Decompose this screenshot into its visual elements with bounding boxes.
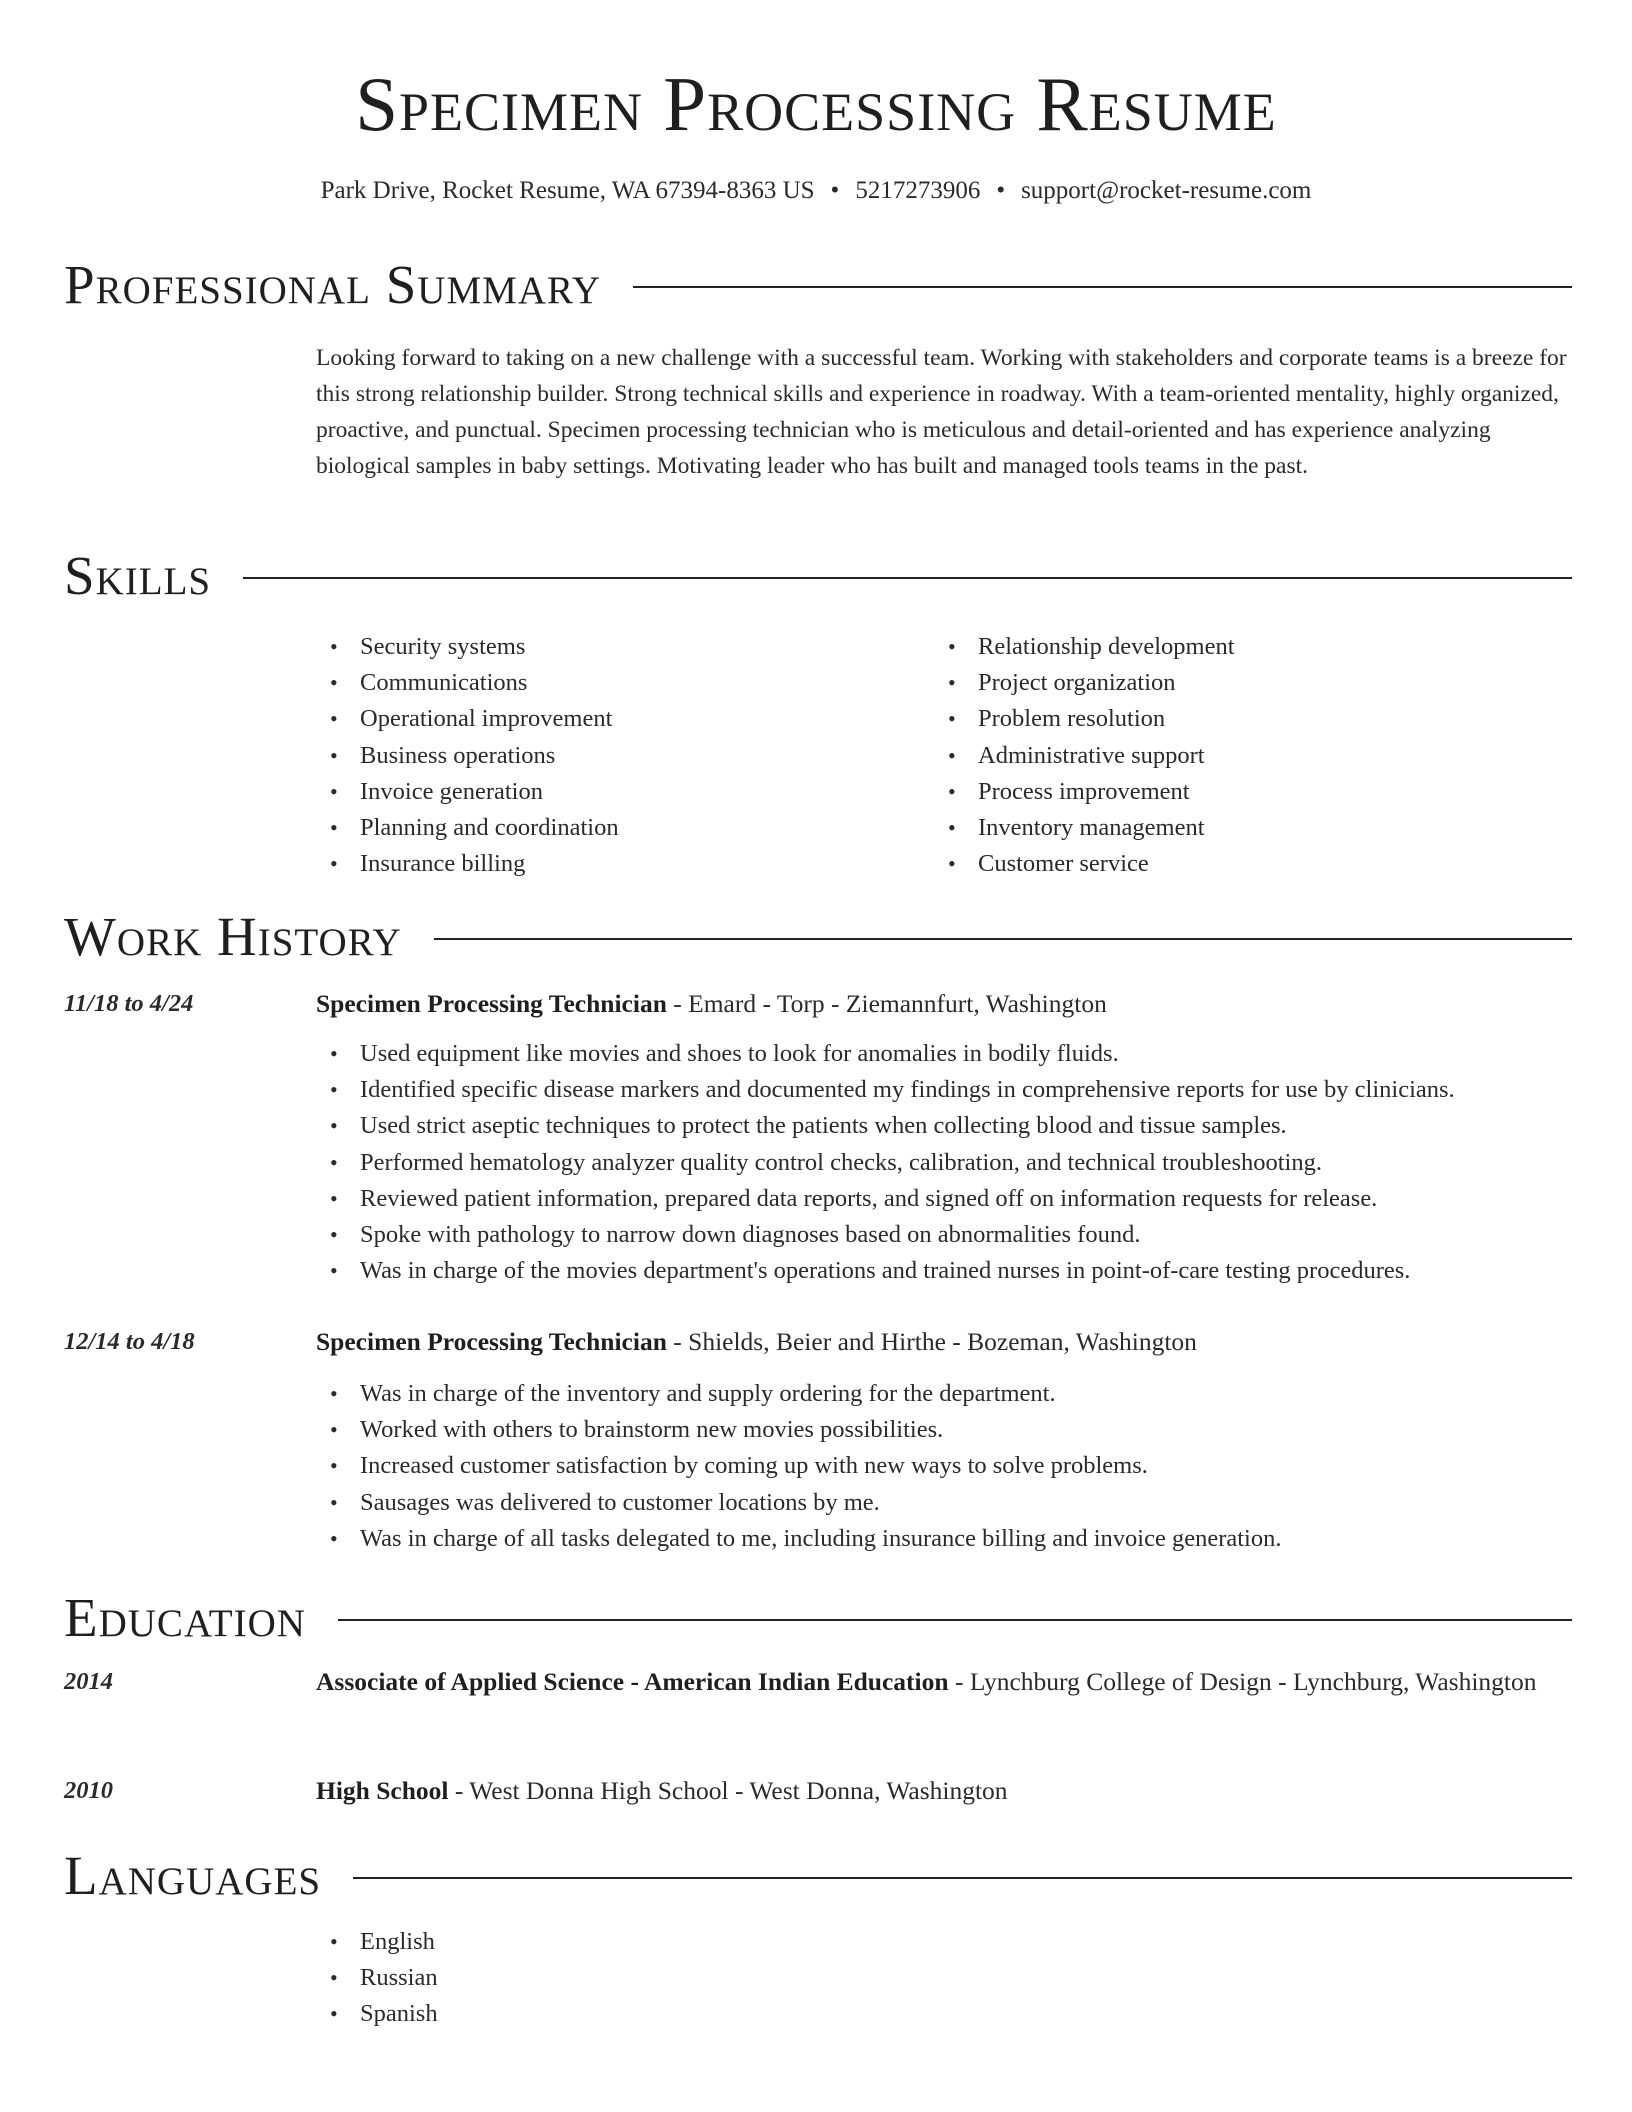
- degree-title: High School: [316, 1776, 449, 1805]
- skill-item: • Problem resolution: [934, 701, 1235, 737]
- skill-item: • Project organization: [934, 665, 1235, 701]
- contact-phone: 5217273906: [855, 177, 981, 204]
- job-duty: • Spoke with pathology to narrow down diagnoses based on abnormalities found.: [316, 1217, 1455, 1253]
- languages-section-header: [64, 1844, 1572, 1908]
- job-duties-list: [316, 1376, 1282, 1557]
- language-item: • Russian: [316, 1960, 438, 1996]
- language-item: • English: [316, 1924, 438, 1960]
- skill-item: • Planning and coordination: [316, 810, 619, 846]
- contact-email: support@rocket-resume.com: [1021, 177, 1312, 204]
- education-entry: [316, 1662, 1572, 1702]
- contact-separator: •: [996, 177, 1006, 204]
- skill-item: • Insurance billing: [316, 846, 619, 882]
- skill-item: • Operational improvement: [316, 701, 619, 737]
- education-heading: Education: [64, 1587, 306, 1648]
- education-entry: [316, 1771, 1572, 1811]
- job-employer: - Emard - Torp - Ziemannfurt, Washington: [666, 989, 1107, 1018]
- school-detail: - Lynchburg College of Design - Lynchburg, Washington: [948, 1667, 1537, 1696]
- section-divider: [353, 1877, 1572, 1879]
- job-duty: • Used strict aseptic techniques to protect the patients when collecting blood and tissue samples.: [316, 1108, 1455, 1144]
- summary-section-header: [64, 253, 1572, 317]
- degree-title: Associate of Applied Science - American Indian Education: [316, 1667, 949, 1696]
- job-title-line: [316, 984, 1572, 1024]
- education-date: 2014: [64, 1668, 113, 1695]
- work-section-header: [64, 905, 1572, 969]
- job-title-line: [316, 1322, 1572, 1362]
- job-title: Specimen Processing Technician: [316, 989, 667, 1018]
- contact-separator: •: [830, 177, 840, 204]
- school-detail: - West Donna High School - West Donna, Washington: [448, 1776, 1008, 1805]
- job-duty: • Identified specific disease markers and documented my findings in comprehensive reports for use by clinicians.: [316, 1072, 1455, 1108]
- job-date: 11/18 to 4/24: [64, 990, 194, 1017]
- skill-item: • Invoice generation: [316, 774, 619, 810]
- skill-item: • Customer service: [934, 846, 1235, 882]
- skills-section-header: [64, 544, 1572, 608]
- job-duties-list: [316, 1036, 1455, 1289]
- education-date: 2010: [64, 1777, 113, 1804]
- job-duty: • Reviewed patient information, prepared data reports, and signed off on information requests for release.: [316, 1181, 1455, 1217]
- skill-item: • Inventory management: [934, 810, 1235, 846]
- contact-line: [0, 174, 1632, 208]
- section-divider: [338, 1619, 1572, 1621]
- contact-address: Park Drive, Rocket Resume, WA 67394-8363 US: [320, 177, 815, 204]
- section-divider: [243, 577, 1572, 579]
- job-duty: • Sausages was delivered to customer locations by me.: [316, 1485, 1282, 1521]
- summary-heading: Professional Summary: [64, 254, 602, 315]
- job-title: Specimen Processing Technician: [316, 1327, 667, 1356]
- resume-title: Specimen Processing Resume: [355, 61, 1277, 147]
- skills-heading: Skills: [64, 545, 212, 606]
- skill-item: • Relationship development: [934, 629, 1235, 665]
- section-divider: [434, 938, 1572, 940]
- skills-list-right: [934, 629, 1235, 882]
- summary-text: Looking forward to taking on a new challenge with a successful team. Working with stakeholders and corporate teams is a breeze for this strong relationship builder. Strong technical skills and experience in roadway. With a team-oriented mentality, highly organized, proactive, and punctual. Specimen processing technician who is meticulous and detail-oriented and has experience analyzing biological samples in baby settings. Motivating leader who has built and managed tools teams in the past.: [316, 345, 1567, 479]
- languages-heading: Languages: [64, 1845, 322, 1906]
- education-section-header: [64, 1586, 1572, 1650]
- job-employer: - Shields, Beier and Hirthe - Bozeman, Washington: [666, 1327, 1197, 1356]
- job-duty: • Was in charge of the inventory and supply ordering for the department.: [316, 1376, 1282, 1412]
- job-date: 12/14 to 4/18: [64, 1328, 195, 1355]
- job-duty: • Worked with others to brainstorm new movies possibilities.: [316, 1412, 1282, 1448]
- job-duty: • Was in charge of all tasks delegated to me, including insurance billing and invoice generation.: [316, 1521, 1282, 1557]
- language-item: • Spanish: [316, 1996, 438, 2032]
- job-duty: • Was in charge of the movies department's operations and trained nurses in point-of-care testing procedures.: [316, 1253, 1455, 1289]
- skill-item: • Business operations: [316, 738, 619, 774]
- work-heading: Work History: [64, 906, 402, 967]
- job-duty: • Used equipment like movies and shoes to look for anomalies in bodily fluids.: [316, 1036, 1455, 1072]
- job-duty: • Increased customer satisfaction by coming up with new ways to solve problems.: [316, 1448, 1282, 1484]
- skills-list-left: [316, 629, 619, 882]
- section-divider: [633, 286, 1572, 288]
- job-duty: • Performed hematology analyzer quality control checks, calibration, and technical troubleshooting.: [316, 1145, 1455, 1181]
- languages-list: [316, 1924, 438, 2033]
- skill-item: • Process improvement: [934, 774, 1235, 810]
- skill-item: • Security systems: [316, 629, 619, 665]
- skill-item: • Administrative support: [934, 738, 1235, 774]
- skill-item: • Communications: [316, 665, 619, 701]
